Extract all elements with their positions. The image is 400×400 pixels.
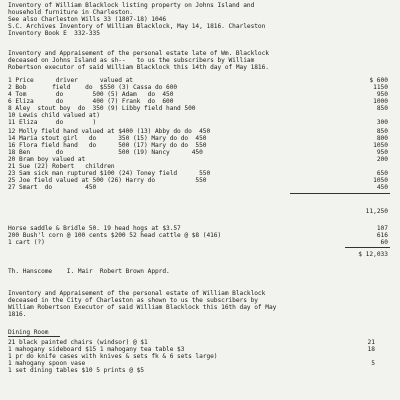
entry-row: 6 Eliza do 400 (7) Frank do 600 xyxy=(8,98,174,105)
entry-row: 14 Maria stout girl do 350 (15) Mary do do 450 xyxy=(8,135,207,142)
entry-row: 23 Sam sick man ruptured $100 (24) Toney field 550 xyxy=(8,170,211,177)
entry-row: 21 Sue (22) Robert children xyxy=(8,163,115,170)
entry-row: 4 Tom do 500 (5) Adam do 450 xyxy=(8,91,174,98)
header-line-4: S.C. Archives Inventory of William Blacklock, May 14, 1816. Charleston xyxy=(8,23,266,30)
entry-amount: 950 xyxy=(376,149,388,156)
total-amount: $ 12,033 xyxy=(358,251,388,258)
entry-amount: 650 xyxy=(376,170,388,177)
dining-item: 1 mahogany spoon vase xyxy=(8,360,86,367)
entry-row: 20 Bram boy valued at xyxy=(8,156,86,163)
entry-amount: 1000 xyxy=(373,98,388,105)
intro2-line-1: Inventory and Appraisement of the personal estate of William Blacklock xyxy=(8,290,266,297)
subtotal-amount: 11,250 xyxy=(365,208,388,215)
entry-row: 16 Flora field hand do 500 (17) Mary do do 550 xyxy=(8,142,207,149)
dining-item: 1 set dining tables $10 5 prints @ $5 xyxy=(8,367,144,374)
extra-row: Horse saddle & Bridle 50. 19 head hogs at $3.57 xyxy=(8,225,181,232)
dining-heading-underline xyxy=(8,336,60,337)
entry-amount: 1050 xyxy=(373,142,388,149)
extra-row: 1 cart (?) xyxy=(8,239,45,246)
intro2-line-2: deceased in the City of Charleston as shown to us the subscribers by xyxy=(8,297,258,304)
entry-row: 1 Price driver valued at xyxy=(8,77,133,84)
entry-row: 11 Eliza do ) xyxy=(8,119,97,126)
entry-amount: 950 xyxy=(376,91,388,98)
entry-row: 12 Molly field hand valued at $400 (13) Abby do do 450 xyxy=(8,128,211,135)
intro-line-2: deceased on Johns Island as sh-- to us the subscribers by William xyxy=(8,57,255,64)
header-line-2: household furniture in Charleston. xyxy=(8,9,133,16)
dining-amount: 5 xyxy=(371,360,375,367)
entry-amount: 850 xyxy=(376,128,388,135)
dining-amount: 18 xyxy=(367,346,375,353)
dining-item: 21 black painted chairs (windsor) @ $1 xyxy=(8,339,148,346)
header-line-3: See also Charleston Wills 33 (1807-18) 1046 xyxy=(8,16,167,23)
intro-line-3: Robertson executor of said William Blacklock this 14th day of May 1816. xyxy=(8,64,269,71)
subtotal-rule xyxy=(290,193,390,194)
entry-amount: 200 xyxy=(376,156,388,163)
header-line-1: Inventory of William Blacklock listing property on Johns Island and xyxy=(8,2,255,9)
entry-amount: 1050 xyxy=(373,177,388,184)
entry-amount: 450 xyxy=(376,184,388,191)
entry-row: 27 Smart do 450 xyxy=(8,184,97,191)
entry-row: 2 Bob field do $550 (3) Cassa do 600 xyxy=(8,84,178,91)
entry-amount: 800 xyxy=(376,135,388,142)
extra-row: 200 Bush'l corn @ 100 cents $200 52 head cattle @ $8 (416) xyxy=(8,232,222,239)
extra-amount: 107 xyxy=(376,225,388,232)
entry-row: 10 Lewis child valued at) xyxy=(8,112,100,119)
dining-item: 1 pr do knife cases with knives & sets fk & 6 sets large) xyxy=(8,353,218,360)
entry-row: 18 Ben do 500 (19) Nancy 450 xyxy=(8,149,203,156)
entry-amount: 1150 xyxy=(373,84,388,91)
extra-amount: 616 xyxy=(376,232,388,239)
appraisers-line: Th. Hanscome I. Mair Robert Brown Apprd. xyxy=(8,268,170,275)
header-line-5: Inventory Book E 332-335 xyxy=(8,30,100,37)
total-rule xyxy=(345,247,390,248)
entry-amount: $ 600 xyxy=(369,77,388,84)
extra-amount: 60 xyxy=(380,239,388,246)
dining-item: 1 mahogany sideboard $15 1 mahogany tea table $3 xyxy=(8,346,185,353)
dining-heading: Dining Room xyxy=(8,329,49,336)
entry-row: 25 Joe field valued at 500 (26) Harry do 550 xyxy=(8,177,207,184)
intro2-line-3: William Robertson Executor of said William Blacklock this 16th day of May xyxy=(8,304,277,311)
entry-amount: 850 xyxy=(376,105,388,112)
entry-amount: 300 xyxy=(376,119,388,126)
intro-line-1: Inventory and Appraisement of the personal estate late of Wm. Blacklock xyxy=(8,50,269,57)
entry-row: 8 Aley stout boy do 350 (9) Libby field hand 500 xyxy=(8,105,196,112)
dining-amount: 21 xyxy=(367,339,375,346)
intro2-line-4: 1816. xyxy=(8,311,27,318)
